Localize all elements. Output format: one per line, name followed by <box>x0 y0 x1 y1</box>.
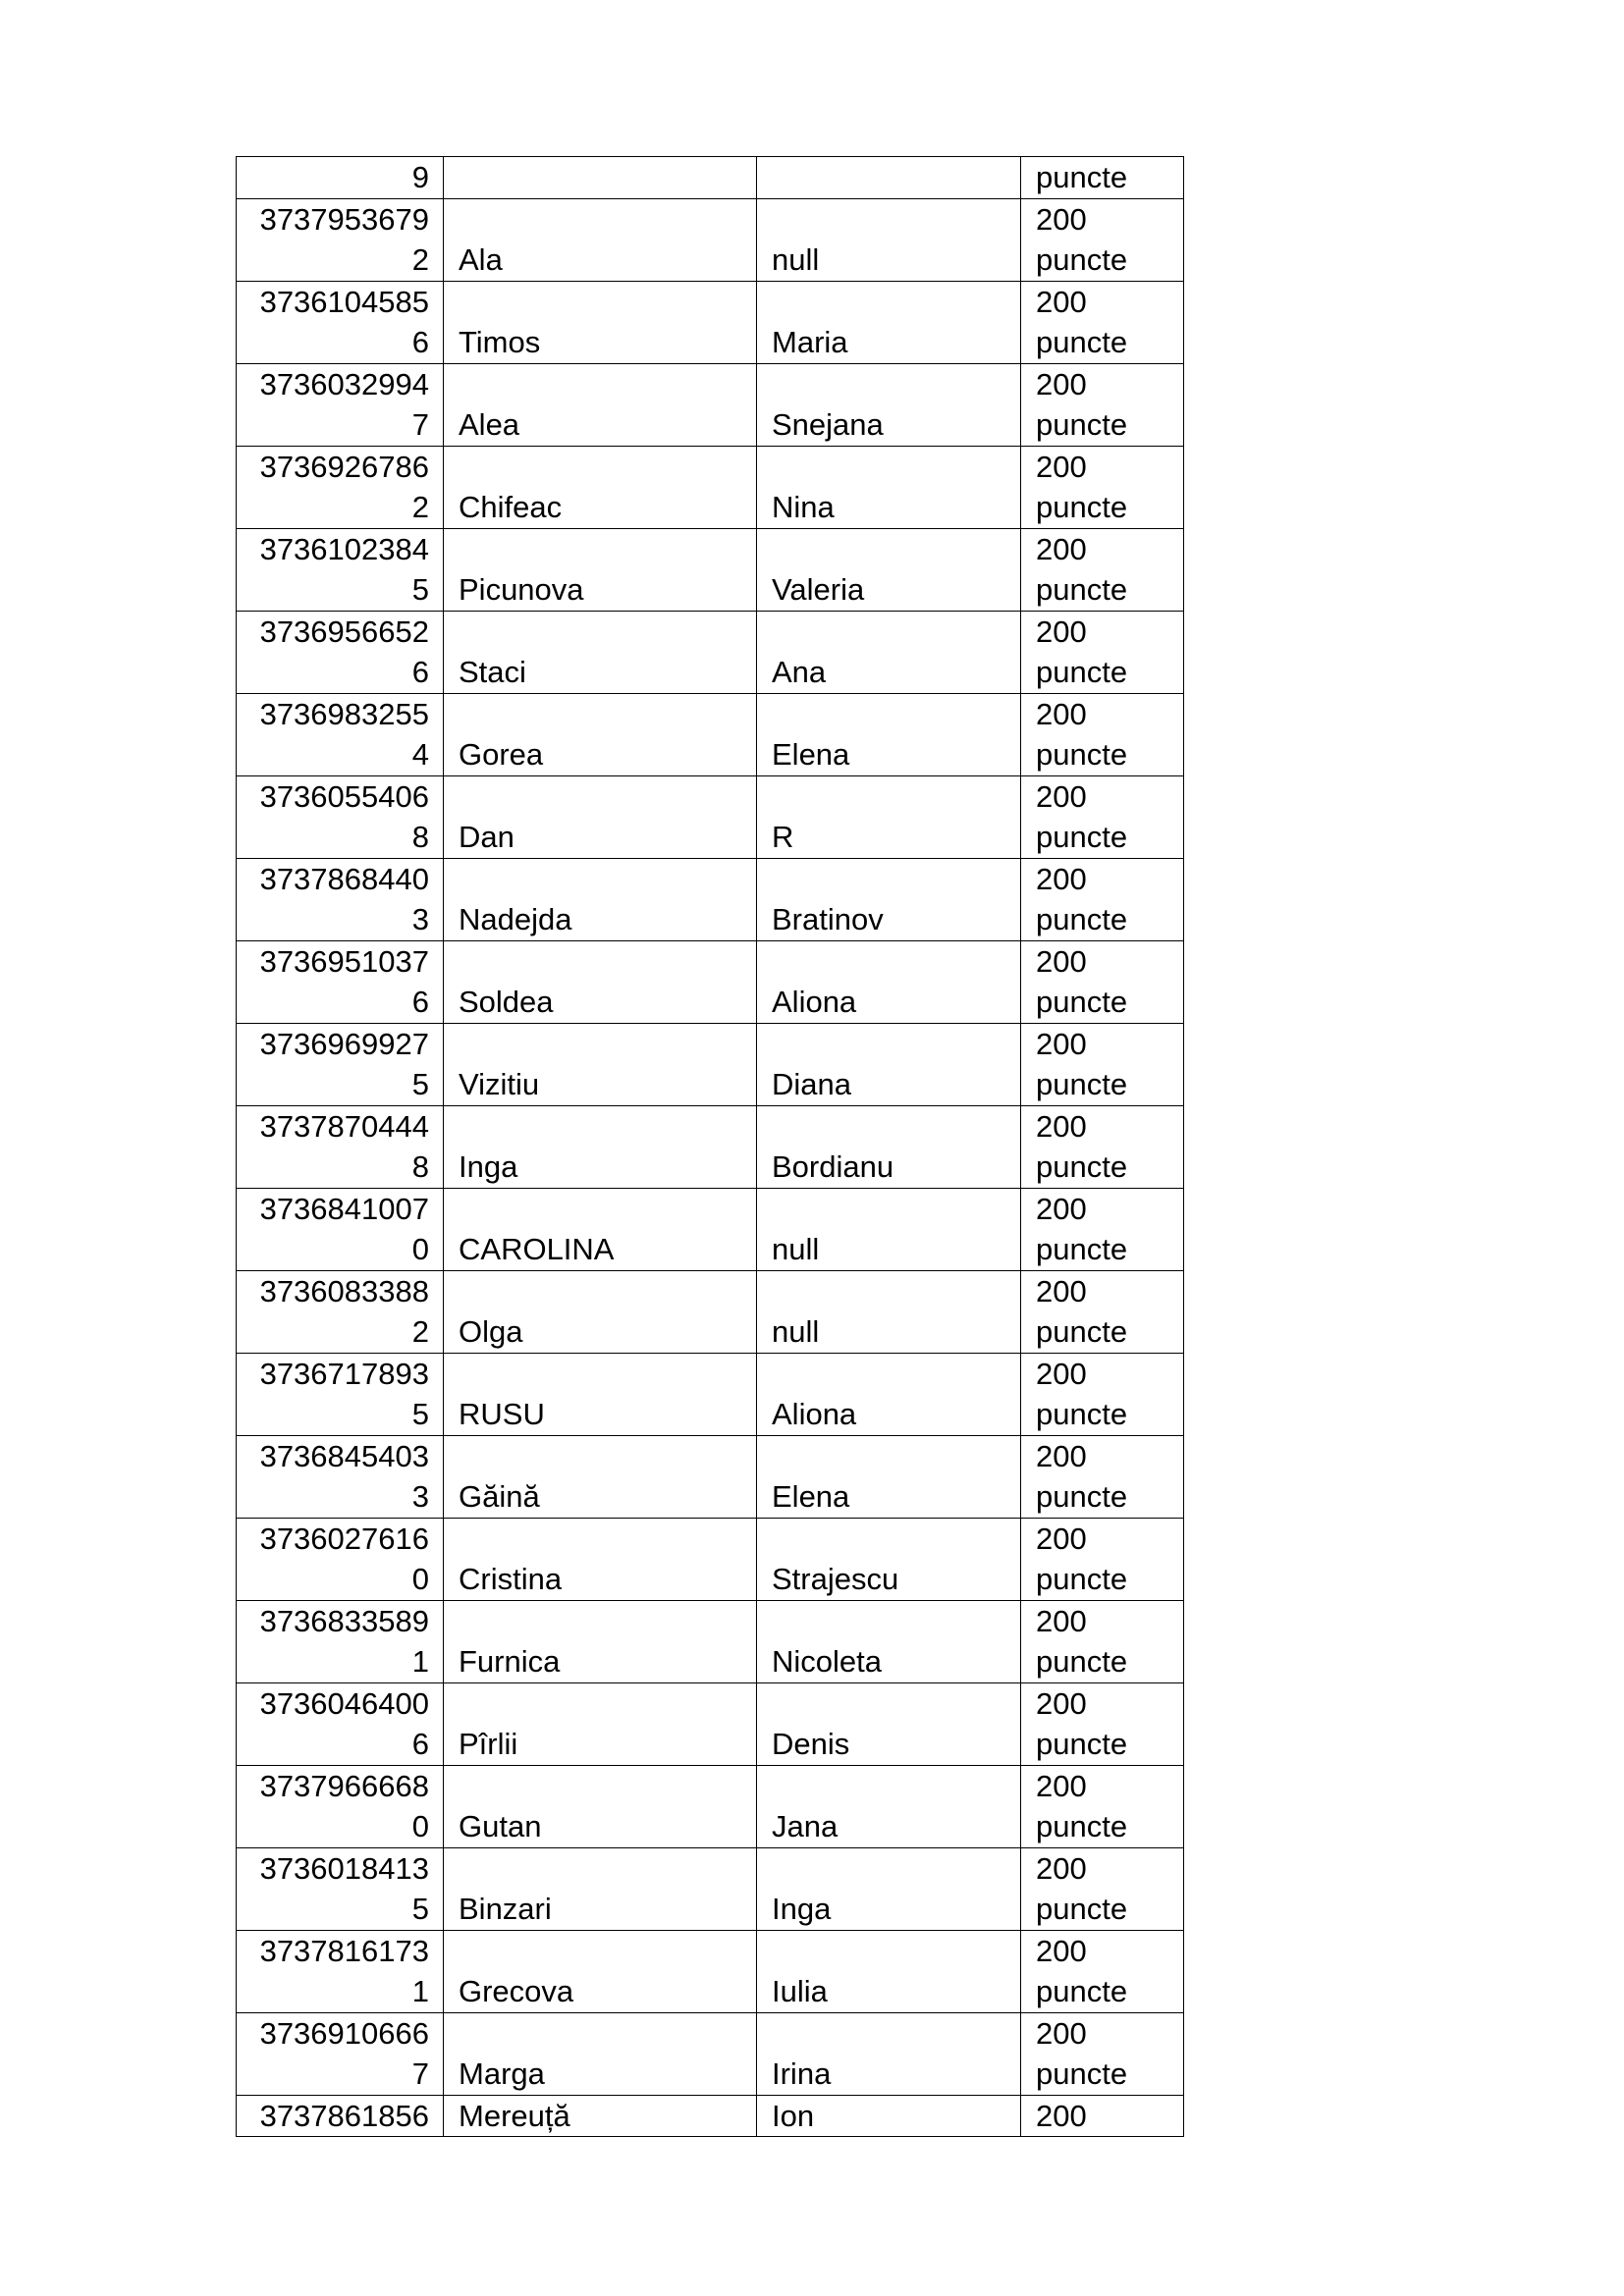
phone-cell <box>237 693 444 775</box>
points-cell <box>1021 1435 1184 1518</box>
points-cell <box>1021 1518 1184 1600</box>
surname-cell: Iulia <box>757 1930 1021 2012</box>
points-value: 200 <box>1036 449 1087 484</box>
phone-text-suffix: 0 <box>411 1809 429 1843</box>
phone-cell <box>237 2095 444 2137</box>
phone-cell <box>237 775 444 858</box>
points-value: 200 <box>1036 614 1087 649</box>
points-unit: puncte <box>1036 1232 1128 1266</box>
phone-cell <box>237 1188 444 1270</box>
points-cell <box>1021 1930 1184 2012</box>
name-cell: Staci <box>444 611 757 693</box>
points-cell <box>1021 446 1184 528</box>
surname-cell: Nina <box>757 446 1021 528</box>
points-value: 200 <box>1036 1026 1087 1061</box>
points-unit: puncte <box>1036 1397 1128 1431</box>
phone-cell <box>237 1105 444 1188</box>
phone-text-suffix: 2 <box>411 242 429 277</box>
table-row <box>237 1353 1184 1435</box>
table-row <box>237 1518 1184 1600</box>
table-row <box>237 363 1184 446</box>
points-unit: puncte <box>1036 737 1128 772</box>
points-value: 200 <box>1036 1108 1087 1144</box>
points-cell <box>1021 281 1184 363</box>
phone-cell <box>237 858 444 940</box>
phone-text-suffix: 7 <box>411 2056 429 2091</box>
phone-text: 3737861856 <box>259 2098 429 2133</box>
name-cell: Nadejda <box>444 858 757 940</box>
points-unit: puncte <box>1036 2056 1128 2091</box>
points-value: 200 <box>1036 1768 1087 1803</box>
phone-text: 3737870444 <box>259 1108 429 1144</box>
name-cell: Binzari <box>444 1847 757 1930</box>
points-cell <box>1021 1353 1184 1435</box>
phone-text: 3736833589 <box>259 1603 429 1638</box>
points-value: 200 <box>1036 1933 1087 1968</box>
points-unit: puncte <box>1036 1562 1128 1596</box>
points-unit: puncte <box>1036 1314 1128 1349</box>
surname-cell: Jana <box>757 1765 1021 1847</box>
table-row <box>237 775 1184 858</box>
surname-cell: Nicoleta <box>757 1600 1021 1682</box>
points-cell <box>1021 1600 1184 1682</box>
points-table-body <box>237 157 1184 2137</box>
phone-text-suffix: 6 <box>411 655 429 689</box>
name-cell: Ala <box>444 198 757 281</box>
points-cell <box>1021 1765 1184 1847</box>
name-cell: Găină <box>444 1435 757 1518</box>
phone-text-suffix: 3 <box>411 1479 429 1514</box>
phone-text-suffix: 1 <box>411 1644 429 1679</box>
surname-cell: Ana <box>757 611 1021 693</box>
table-row <box>237 1105 1184 1188</box>
phone-text-suffix: 5 <box>411 1892 429 1926</box>
name-cell: Vizitiu <box>444 1023 757 1105</box>
points-unit: puncte <box>1036 1892 1128 1926</box>
surname-cell: R <box>757 775 1021 858</box>
points-cell <box>1021 858 1184 940</box>
points-cell <box>1021 1682 1184 1765</box>
phone-text-suffix: 4 <box>411 737 429 772</box>
phone-cell <box>237 1847 444 1930</box>
phone-text: 3736951037 <box>259 943 429 979</box>
points-unit: puncte <box>1036 1727 1128 1761</box>
points-value: 200 <box>1036 201 1087 237</box>
table-row <box>237 198 1184 281</box>
phone-text: 3736083388 <box>259 1273 429 1308</box>
phone-text: 3736956652 <box>259 614 429 649</box>
name-cell: Gorea <box>444 693 757 775</box>
surname-cell: Ion <box>757 2095 1021 2137</box>
phone-cell <box>237 611 444 693</box>
points-cell <box>1021 1023 1184 1105</box>
name-cell: Chifeac <box>444 446 757 528</box>
table-row-last <box>237 2095 1184 2137</box>
name-cell: Cristina <box>444 1518 757 1600</box>
phone-text: 3736969927 <box>259 1026 429 1061</box>
points-unit: puncte <box>1036 407 1128 442</box>
table-row <box>237 281 1184 363</box>
name-cell: Furnica <box>444 1600 757 1682</box>
table-row <box>237 1600 1184 1682</box>
surname-cell: Valeria <box>757 528 1021 611</box>
name-cell: Timos <box>444 281 757 363</box>
phone-cell <box>237 528 444 611</box>
points-value: 200 <box>1036 778 1087 814</box>
phone-text-suffix: 8 <box>411 820 429 854</box>
points-table <box>236 156 1184 2137</box>
surname-cell: Bordianu <box>757 1105 1021 1188</box>
phone-text: 3736910666 <box>259 2015 429 2051</box>
name-cell: Grecova <box>444 1930 757 2012</box>
points-unit: puncte <box>1036 1974 1128 2008</box>
phone-text: 9 <box>411 160 429 194</box>
surname-cell: Elena <box>757 693 1021 775</box>
surname-cell: Diana <box>757 1023 1021 1105</box>
points-cell <box>1021 157 1184 199</box>
phone-text-suffix: 6 <box>411 1727 429 1761</box>
name-cell: Gutan <box>444 1765 757 1847</box>
points-unit: puncte <box>1036 902 1128 936</box>
points-cell <box>1021 611 1184 693</box>
phone-cell <box>237 1600 444 1682</box>
points-cell <box>1021 1847 1184 1930</box>
table-row-first <box>237 157 1184 199</box>
table-row <box>237 446 1184 528</box>
phone-cell <box>237 1270 444 1353</box>
table-row <box>237 1023 1184 1105</box>
surname-cell: null <box>757 1270 1021 1353</box>
phone-text: 3737953679 <box>259 201 429 237</box>
points-value: 200 <box>1036 943 1087 979</box>
table-row <box>237 1930 1184 2012</box>
phone-text-suffix: 1 <box>411 1974 429 2008</box>
points-unit: puncte <box>1036 985 1128 1019</box>
table-row <box>237 528 1184 611</box>
phone-text: 3736717893 <box>259 1356 429 1391</box>
name-cell: Picunova <box>444 528 757 611</box>
points-cell <box>1021 2095 1184 2137</box>
points-unit: puncte <box>1036 1644 1128 1679</box>
points-value: 200 <box>1036 1521 1087 1556</box>
surname-cell <box>757 157 1021 199</box>
name-cell: Inga <box>444 1105 757 1188</box>
phone-text: 3737966668 <box>259 1768 429 1803</box>
surname-cell: Bratinov <box>757 858 1021 940</box>
surname-cell: Denis <box>757 1682 1021 1765</box>
surname-cell: Inga <box>757 1847 1021 1930</box>
phone-cell <box>237 157 444 199</box>
surname-cell: Aliona <box>757 940 1021 1023</box>
phone-cell <box>237 281 444 363</box>
name-cell: Alea <box>444 363 757 446</box>
phone-text: 3736841007 <box>259 1191 429 1226</box>
points-cell <box>1021 1270 1184 1353</box>
surname-cell: Irina <box>757 2012 1021 2095</box>
name-cell: RUSU <box>444 1353 757 1435</box>
phone-text-suffix: 6 <box>411 325 429 359</box>
table-row <box>237 1188 1184 1270</box>
phone-text: 3736983255 <box>259 696 429 731</box>
name-cell <box>444 157 757 199</box>
table-row <box>237 858 1184 940</box>
phone-text-suffix: 6 <box>411 985 429 1019</box>
phone-text: 3737868440 <box>259 861 429 896</box>
points-unit: puncte <box>1036 1479 1128 1514</box>
points-cell <box>1021 693 1184 775</box>
points-text: puncte <box>1036 160 1128 194</box>
surname-cell: Aliona <box>757 1353 1021 1435</box>
phone-cell <box>237 1930 444 2012</box>
name-cell: CAROLINA <box>444 1188 757 1270</box>
phone-text: 3736845403 <box>259 1438 429 1473</box>
points-unit: puncte <box>1036 1067 1128 1101</box>
points-value: 200 <box>1036 1850 1087 1886</box>
table-row <box>237 1847 1184 1930</box>
points-value: 200 <box>1036 1685 1087 1721</box>
table-row <box>237 940 1184 1023</box>
phone-text-suffix: 0 <box>411 1562 429 1596</box>
table-row <box>237 1270 1184 1353</box>
surname-cell: Elena <box>757 1435 1021 1518</box>
points-value: 200 <box>1036 284 1087 319</box>
points-cell <box>1021 528 1184 611</box>
points-value: 200 <box>1036 1438 1087 1473</box>
phone-text: 3737816173 <box>259 1933 429 1968</box>
points-value: 200 <box>1036 531 1087 566</box>
phone-text-suffix: 5 <box>411 1067 429 1101</box>
points-unit: puncte <box>1036 820 1128 854</box>
surname-cell: Strajescu <box>757 1518 1021 1600</box>
points-value: 200 <box>1036 1603 1087 1638</box>
phone-text-suffix: 2 <box>411 1314 429 1349</box>
phone-cell <box>237 198 444 281</box>
surname-cell: null <box>757 1188 1021 1270</box>
points-cell <box>1021 2012 1184 2095</box>
phone-text: 3736032994 <box>259 366 429 401</box>
phone-cell <box>237 363 444 446</box>
name-cell: Pîrlii <box>444 1682 757 1765</box>
points-value: 200 <box>1036 366 1087 401</box>
phone-cell <box>237 446 444 528</box>
points-cell <box>1021 1188 1184 1270</box>
table-row <box>237 2012 1184 2095</box>
phone-text-suffix: 8 <box>411 1149 429 1184</box>
name-cell: Dan <box>444 775 757 858</box>
phone-text-suffix: 3 <box>411 902 429 936</box>
points-value: 200 <box>1036 861 1087 896</box>
phone-text-suffix: 2 <box>411 490 429 524</box>
points-unit: puncte <box>1036 242 1128 277</box>
name-cell: Olga <box>444 1270 757 1353</box>
table-row <box>237 1765 1184 1847</box>
points-unit: puncte <box>1036 1149 1128 1184</box>
phone-cell <box>237 1023 444 1105</box>
points-value: 200 <box>1036 1356 1087 1391</box>
name-cell: Marga <box>444 2012 757 2095</box>
phone-cell <box>237 1518 444 1600</box>
points-cell <box>1021 363 1184 446</box>
phone-cell <box>237 2012 444 2095</box>
phone-text-suffix: 0 <box>411 1232 429 1266</box>
points-value: 200 <box>1036 1191 1087 1226</box>
points-value: 200 <box>1036 1273 1087 1308</box>
table-row <box>237 611 1184 693</box>
surname-cell: null <box>757 198 1021 281</box>
name-cell: Soldea <box>444 940 757 1023</box>
points-value: 200 <box>1036 2098 1087 2133</box>
name-cell: Mereuță <box>444 2095 757 2137</box>
phone-text: 3736046400 <box>259 1685 429 1721</box>
points-cell <box>1021 198 1184 281</box>
phone-cell <box>237 1435 444 1518</box>
points-cell <box>1021 940 1184 1023</box>
phone-cell <box>237 1765 444 1847</box>
points-cell <box>1021 1105 1184 1188</box>
points-unit: puncte <box>1036 325 1128 359</box>
points-unit: puncte <box>1036 572 1128 607</box>
table-row <box>237 1435 1184 1518</box>
phone-text-suffix: 5 <box>411 1397 429 1431</box>
points-unit: puncte <box>1036 490 1128 524</box>
surname-cell: Snejana <box>757 363 1021 446</box>
phone-text: 3736055406 <box>259 778 429 814</box>
phone-text: 3736104585 <box>259 284 429 319</box>
phone-text-suffix: 5 <box>411 572 429 607</box>
phone-text-suffix: 7 <box>411 407 429 442</box>
points-value: 200 <box>1036 2015 1087 2051</box>
phone-text: 3736926786 <box>259 449 429 484</box>
points-unit: puncte <box>1036 1809 1128 1843</box>
points-unit: puncte <box>1036 655 1128 689</box>
table-row <box>237 693 1184 775</box>
phone-cell <box>237 1353 444 1435</box>
phone-text: 3736102384 <box>259 531 429 566</box>
table-row <box>237 1682 1184 1765</box>
points-cell <box>1021 775 1184 858</box>
phone-cell <box>237 1682 444 1765</box>
points-value: 200 <box>1036 696 1087 731</box>
phone-text: 3736027616 <box>259 1521 429 1556</box>
surname-cell: Maria <box>757 281 1021 363</box>
phone-cell <box>237 940 444 1023</box>
phone-text: 3736018413 <box>259 1850 429 1886</box>
